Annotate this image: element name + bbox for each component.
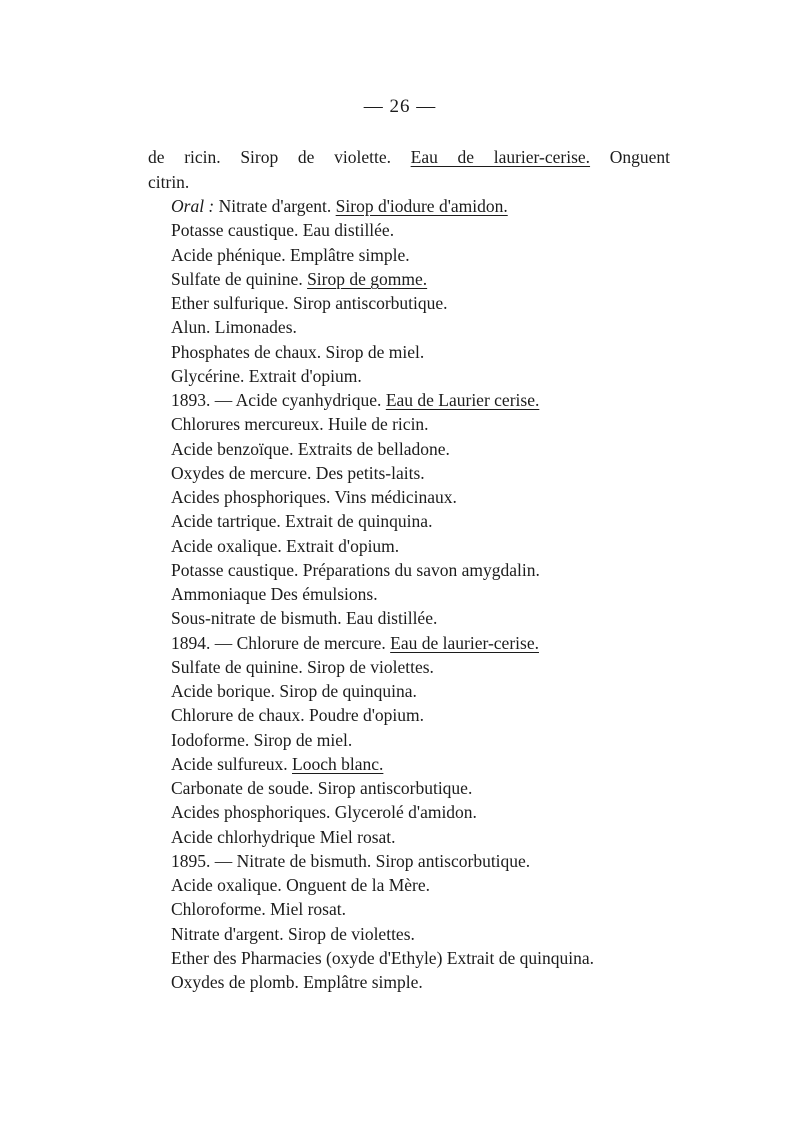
line-text: Sous-nitrate de bismuth. Eau distillée.: [171, 608, 438, 629]
list-item: [171, 897, 691, 921]
list-item: [171, 437, 691, 461]
list-item: [171, 849, 691, 873]
list-item: [171, 534, 691, 558]
list-item: [171, 703, 691, 727]
list-item: [171, 509, 691, 533]
underlined-remedy: Looch blanc.: [292, 753, 384, 774]
list-item: [171, 243, 691, 267]
line-text: Alun. Limonades.: [171, 317, 297, 338]
underlined-remedy: Eau de laurier-cerise.: [410, 147, 591, 167]
list-item: [171, 606, 691, 630]
list-item: [171, 412, 691, 436]
line-text: Ammoniaque Des émulsions.: [171, 584, 378, 604]
line-text: Acide phénique. Emplâtre simple.: [171, 244, 410, 265]
continuation-text: Onguent: [590, 147, 670, 167]
list-item: [171, 388, 691, 412]
line-text: Potasse caustique. Eau distillée.: [171, 220, 395, 241]
section-label: Oral :: [171, 196, 215, 216]
line-text: Acide tartrique. Extrait de quinquina.: [171, 511, 433, 532]
line-text: Sulfate de quinine.: [171, 268, 308, 289]
continuation-line-2: citrin.: [148, 172, 190, 192]
line-text: Chlorure de chaux. Poudre d'opium.: [171, 705, 424, 726]
list-item: [171, 267, 691, 291]
line-text: Sulfate de quinine. Sirop de violettes.: [171, 656, 434, 677]
line-text: Phosphates de chaux. Sirop de miel.: [171, 341, 425, 362]
underlined-remedy: Eau de laurier-cerise.: [390, 632, 539, 653]
line-text: Chloroforme. Miel rosat.: [171, 899, 346, 920]
list-item: [171, 776, 691, 800]
list-item: [171, 922, 691, 946]
list-item: [171, 679, 691, 703]
list-item: [171, 194, 691, 218]
line-text: Potasse caustique. Préparations du savon amygdalin.: [171, 559, 540, 580]
list-item: [171, 461, 691, 485]
line-text: Acide oxalique. Extrait d'opium.: [171, 535, 400, 556]
list-item: [171, 800, 691, 824]
list-item: [171, 752, 691, 776]
line-text: 1893. — Acide cyanhydrique.: [171, 390, 386, 410]
line-text: 1894. — Chlorure de mercure.: [171, 632, 391, 653]
continuation-line-1: [148, 145, 670, 170]
line-text: Acide oxalique. Onguent de la Mère.: [171, 875, 431, 895]
underlined-remedy: Sirop de gomme.: [307, 268, 428, 289]
line-text: Acide chlorhydrique Miel rosat.: [171, 826, 396, 847]
line-text: Acide sulfureux.: [171, 753, 293, 774]
list-item: [171, 291, 691, 315]
list-item: [171, 582, 691, 606]
list-item: [171, 340, 691, 364]
page-number: — 26 —: [363, 96, 437, 117]
line-text: 1895. — Nitrate de bismuth. Sirop antiscorbutique.: [171, 850, 531, 871]
list-item: [171, 655, 691, 679]
line-text: Iodoforme. Sirop de miel.: [171, 729, 353, 750]
line-text: Nitrate d'argent.: [214, 196, 336, 216]
line-text: Ether des Pharmacies (oxyde d'Ethyle) Extrait de quinquina.: [171, 947, 595, 968]
list-item: [171, 315, 691, 339]
list-item: [171, 825, 691, 849]
line-text: Acide benzoïque. Extraits de belladone.: [171, 438, 450, 459]
list-item: [171, 631, 691, 655]
list-item: [171, 970, 691, 994]
line-text: Chlorures mercureux. Huile de ricin.: [171, 414, 429, 435]
line-text: Acides phosphoriques. Glycerolé d'amidon.: [171, 802, 477, 823]
line-text: Oxydes de plomb. Emplâtre simple.: [171, 972, 423, 992]
line-text: Carbonate de soude. Sirop antiscorbutique.: [171, 778, 473, 798]
line-text: Oxydes de mercure. Des petits-laits.: [171, 462, 425, 483]
line-text: Glycérine. Extrait d'opium.: [171, 365, 362, 386]
list-item: [171, 485, 691, 509]
list-item: [171, 218, 691, 242]
list-item: [171, 728, 691, 752]
line-text: Nitrate d'argent. Sirop de violettes.: [171, 923, 415, 944]
line-text: Acides phosphoriques. Vins médicinaux.: [171, 487, 457, 507]
remedy-list: [171, 194, 691, 994]
list-item: [171, 364, 691, 388]
line-text: Acide borique. Sirop de quinquina.: [171, 681, 417, 701]
list-item: [171, 558, 691, 582]
line-text: Ether sulfurique. Sirop antiscorbutique.: [171, 293, 448, 313]
underlined-remedy: Sirop d'iodure d'amidon.: [335, 196, 508, 216]
continuation-text: de ricin. Sirop de violette.: [148, 147, 411, 167]
list-item: [171, 946, 691, 970]
continuation-paragraph: [148, 145, 708, 195]
underlined-remedy: Eau de Laurier cerise.: [385, 390, 540, 410]
list-item: [171, 873, 691, 897]
